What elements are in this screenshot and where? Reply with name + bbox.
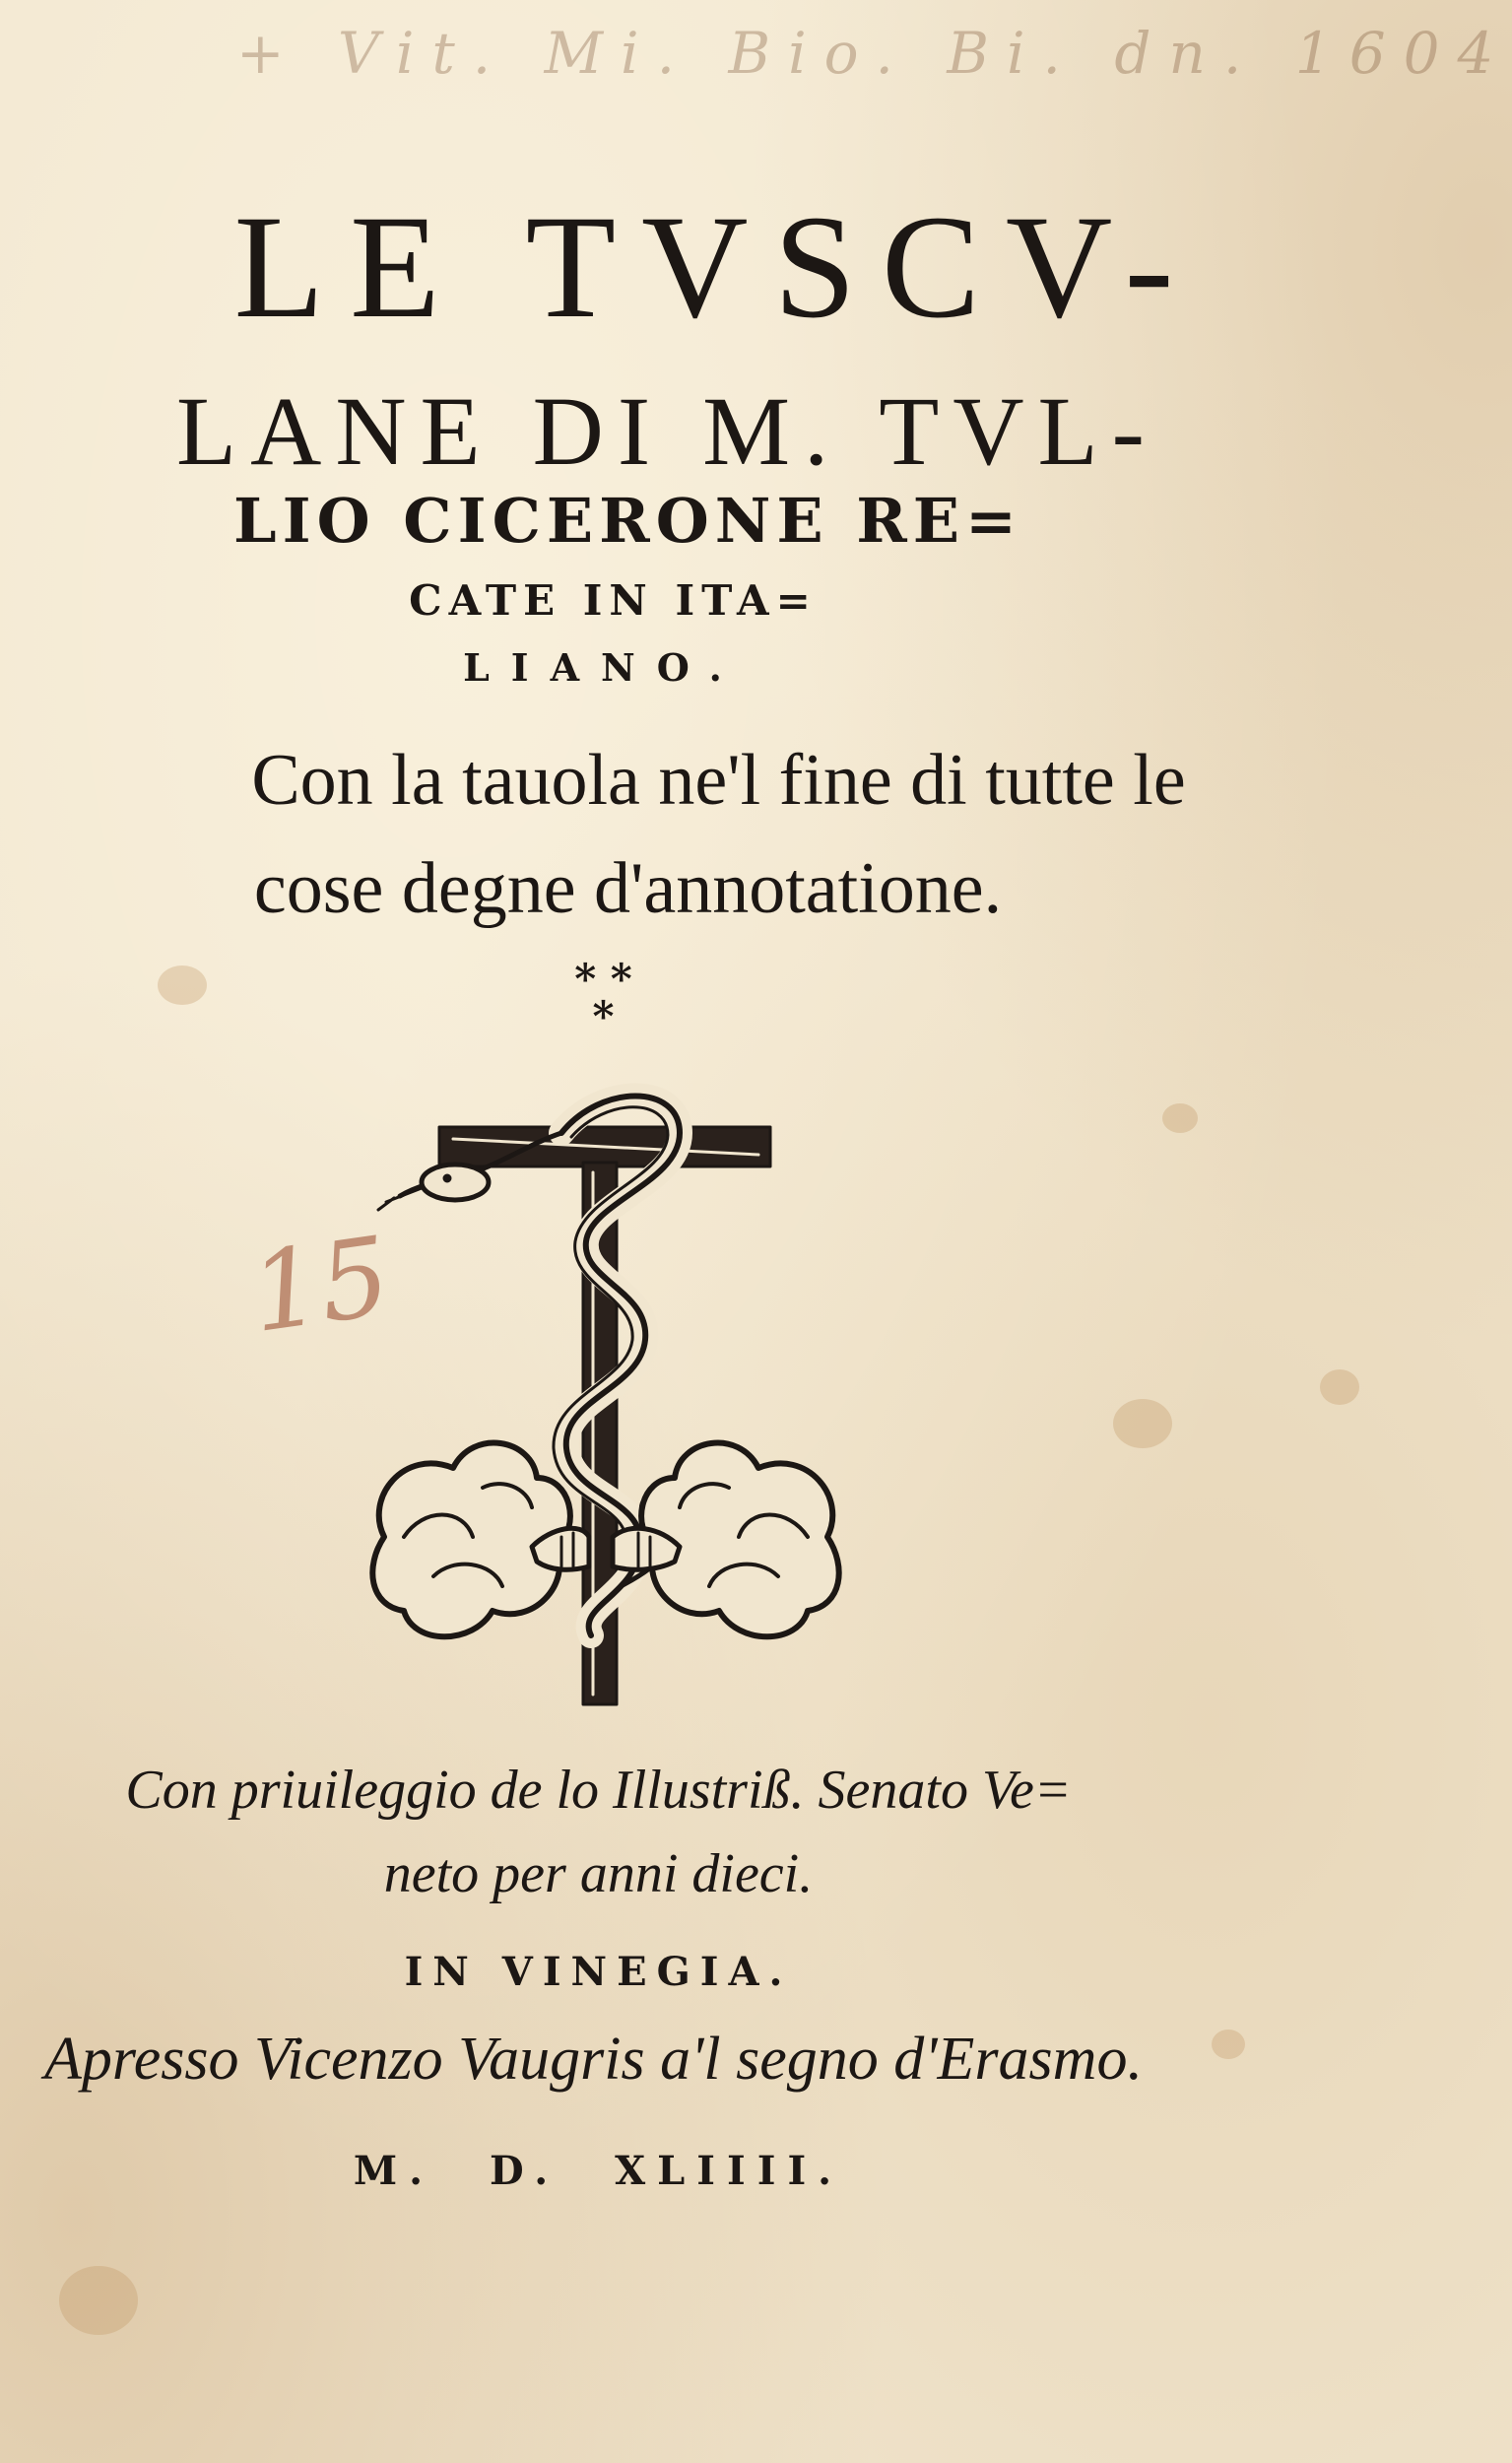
place-of-printing: IN VINEGIA.: [404, 1949, 793, 1995]
title-line-5: LIANO.: [463, 645, 744, 690]
handwritten-inscription: + Vit. Mi. Bio. Bi. dn. 1604: [236, 20, 1512, 87]
title-line-2: LANE DI M. TVL-: [176, 376, 1158, 486]
handwritten-margin-mark: 15: [242, 1212, 398, 1358]
subtitle-line-2: cose degne d'annotatione.: [253, 848, 1003, 929]
publication-date: M. D. XLIIII.: [353, 2148, 844, 2194]
title-line-4: CATE IN ITA=: [409, 576, 818, 625]
subtitle-line-1: Con la tauola ne'l fine di tutte le: [251, 740, 1186, 821]
title-line-3: LIO CICERONE RE=: [233, 485, 1022, 557]
printers-device-serpent-cross: [364, 1074, 847, 1754]
printer-imprint: Apresso Vicenzo Vaugris a'l segno d'Erasmo.: [44, 2026, 1143, 2093]
asterism-ornament: * * *: [574, 955, 632, 1040]
privilege-line-2: neto per anni dieci.: [383, 1843, 814, 1904]
title-line-1: LE TVSCV-: [233, 185, 1200, 349]
privilege-line-1: Con priuileggio de lo Illustriß. Senato Ve=: [125, 1760, 1072, 1821]
